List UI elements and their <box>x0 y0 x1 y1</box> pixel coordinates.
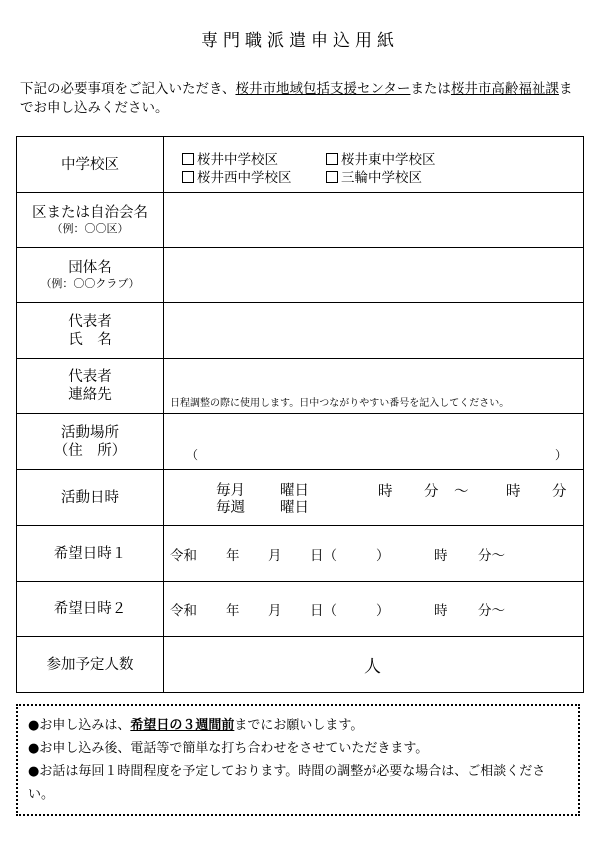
row-district <box>17 193 584 248</box>
day-text: 日（ <box>310 548 337 564</box>
checkbox-icon[interactable] <box>182 171 194 183</box>
wish1-field[interactable] <box>164 526 584 582</box>
option-sakurai-higashi[interactable] <box>326 148 436 168</box>
label-rep-name <box>17 303 164 359</box>
intro-mid: または <box>410 81 451 97</box>
application-form <box>16 136 584 693</box>
label-wish1: 希望日時１ <box>17 526 164 582</box>
notice-1-post: までにお願いします。 <box>234 718 364 733</box>
option-label: 桜井東中学校区 <box>341 152 436 168</box>
label-school: 中学校区 <box>17 137 164 193</box>
label-wish2: 希望日時２ <box>17 582 164 637</box>
hour-end: 時 <box>506 484 521 500</box>
notice-1-bold: 希望日の３週間前 <box>130 718 235 733</box>
venue-label-1: 活動場所 <box>61 424 119 441</box>
group-label-text: 団体名 <box>68 260 112 276</box>
tilde: ～ <box>454 484 469 500</box>
checkbox-icon[interactable] <box>326 171 338 183</box>
close-paren: ） <box>376 548 390 564</box>
year-text: 年 <box>226 548 240 564</box>
person-unit: 人 <box>364 657 381 677</box>
district-label-text: 区または自治会名 <box>32 205 148 221</box>
label-group <box>17 248 164 303</box>
label-activity: 活動日時 <box>17 470 164 526</box>
label-venue <box>17 414 164 470</box>
checkbox-icon[interactable] <box>326 153 338 165</box>
row-school <box>17 137 584 193</box>
day-text: 日（ <box>310 603 337 619</box>
minute-end: 分 <box>552 484 567 500</box>
intro-pre: 下記の必要事項をご記入いただき、 <box>20 81 236 97</box>
division-name: 桜井市高齢福祉課 <box>450 81 559 97</box>
weekday-text-2: 曜日 <box>280 500 309 516</box>
option-miwa[interactable] <box>326 166 422 186</box>
minute-start: 分 <box>424 484 439 500</box>
school-options <box>164 137 584 193</box>
weekly-text: 毎週 <box>216 500 245 516</box>
option-label: 桜井西中学校区 <box>197 170 292 186</box>
hour-text: 時 <box>434 548 448 564</box>
year-text: 年 <box>226 603 240 619</box>
rep-contact-label-2: 連絡先 <box>68 387 112 403</box>
option-label: 桜井中学校区 <box>197 152 278 168</box>
row-participants <box>17 637 584 693</box>
label-participants: 参加予定人数 <box>17 637 164 693</box>
hour-text: 時 <box>434 603 448 619</box>
intro-post: までお申し込みください。 <box>20 81 573 116</box>
intro-text <box>20 80 580 118</box>
row-activity <box>17 470 584 526</box>
form-title: 専門職派遣申込用紙 <box>201 31 399 51</box>
row-group <box>17 248 584 303</box>
label-district <box>17 193 164 248</box>
rep-name-label-2: 氏 名 <box>68 331 112 348</box>
notice-box <box>16 704 580 816</box>
rep-name-field[interactable] <box>164 303 584 359</box>
monthly-text: 毎月 <box>216 483 245 499</box>
month-text: 月 <box>268 603 282 619</box>
district-example: （例：〇〇区） <box>51 222 129 235</box>
month-text: 月 <box>268 548 282 564</box>
minute-text: 分～ <box>478 548 505 564</box>
row-wish2 <box>17 582 584 637</box>
era-text: 令和 <box>170 548 197 564</box>
notice-line-1 <box>28 714 568 737</box>
notice-line-3: ●お話は毎回１時間程度を予定しております。時間の調整が必要な場合は、ご相談ください。 <box>28 764 546 802</box>
option-sakurai[interactable] <box>182 148 278 168</box>
close-paren: ） <box>376 603 390 619</box>
label-rep-contact <box>17 359 164 414</box>
wish2-field[interactable] <box>164 582 584 637</box>
venue-label-2: （住 所） <box>53 442 127 459</box>
district-field[interactable] <box>164 193 584 248</box>
minute-text: 分～ <box>478 603 505 619</box>
hour-start: 時 <box>378 484 393 500</box>
activity-field[interactable] <box>164 470 584 526</box>
rep-name-label-1: 代表者 <box>68 313 112 330</box>
notice-line-2: ●お申し込み後、電話等で簡単な打ち合わせをさせていただきます。 <box>28 741 429 756</box>
rep-contact-field[interactable] <box>164 359 584 414</box>
group-field[interactable] <box>164 248 584 303</box>
weekday-text-1: 曜日 <box>280 483 309 499</box>
notice-1-pre: ●お申し込みは、 <box>28 718 131 733</box>
row-venue <box>17 414 584 470</box>
row-rep-contact <box>17 359 584 414</box>
participants-field[interactable] <box>164 637 584 693</box>
row-rep-name <box>17 303 584 359</box>
center-name: 桜井市地域包括支援センター <box>235 81 411 97</box>
rep-contact-label-1: 代表者 <box>68 369 112 385</box>
venue-open-paren: （ <box>186 448 199 462</box>
venue-field[interactable] <box>164 414 584 470</box>
checkbox-icon[interactable] <box>182 153 194 165</box>
venue-close-paren: ） <box>554 448 567 462</box>
era-text: 令和 <box>170 603 197 619</box>
option-sakurai-nishi[interactable] <box>182 166 292 186</box>
group-example: （例：〇〇クラブ） <box>40 277 140 290</box>
contact-note: 日程調整の際に使用します。日中つながりやすい番号を記入してください。 <box>170 398 510 409</box>
option-label: 三輪中学校区 <box>341 170 422 186</box>
row-wish1 <box>17 526 584 582</box>
